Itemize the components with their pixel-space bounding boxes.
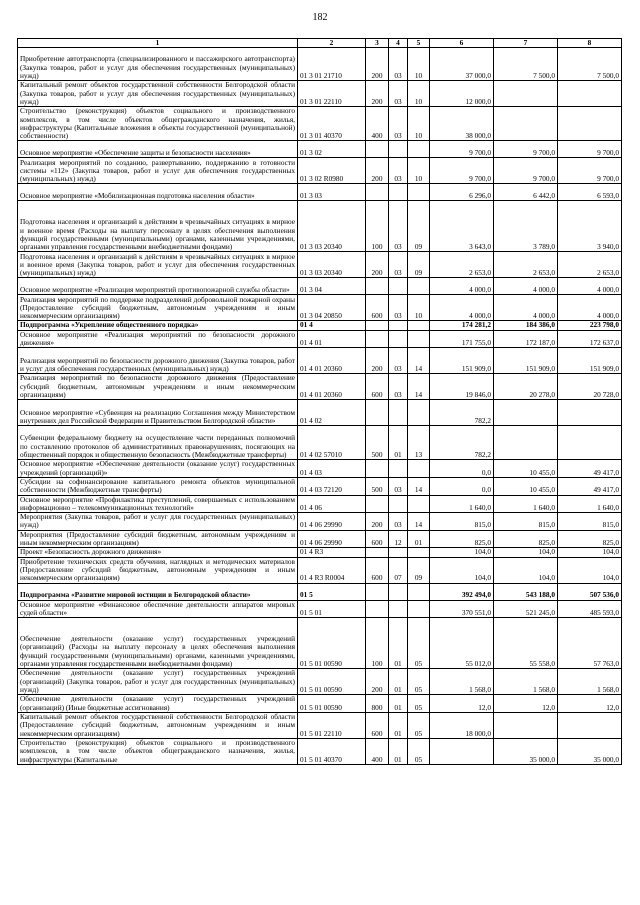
amount-year3-cell: 3 940,0 [558,201,622,252]
expense-type-cell: 600 [366,295,389,321]
amount-year2-cell [494,426,558,460]
table-row [18,330,622,348]
expense-name-cell: Реализация мероприятий по поддержке подразделений добровольной пожарной охраны (Предоставление субсидий бюджетным, автономным учреждениям и иным некоммерческим организациям) [18,295,298,321]
amount-year1-cell: 174 281,2 [430,321,494,330]
subsection-cell: 09 [408,252,430,278]
amount-year3-cell: 4 000,0 [558,295,622,321]
section-cell [389,184,408,201]
amount-year1-cell: 9 700,0 [430,141,494,158]
table-row [18,712,622,738]
target-article-code-cell: 01 3 01 40370 [298,107,366,141]
amount-year2-cell: 9 700,0 [494,141,558,158]
section-cell: 01 [389,426,408,460]
amount-year1-cell: 370 551,0 [430,600,494,618]
subsection-cell: 05 [408,618,430,669]
page-number: 182 [312,12,328,23]
section-cell: 03 [389,374,408,400]
expense-name-cell: Обеспечение деятельности (оказание услуг) государственных учреждений (организаций) (Закупка товаров, работ и услуг для государственных (муниципальных) нужд) [18,669,298,695]
table-row [18,583,622,600]
amount-year1-cell: 37 000,0 [430,48,494,81]
amount-year2-cell: 184 386,0 [494,321,558,330]
table-row [18,426,622,460]
amount-year1-cell: 18 000,0 [430,712,494,738]
expense-type-cell [366,141,389,158]
target-article-code-cell: 01 3 03 20340 [298,252,366,278]
target-article-code-cell: 01 4 01 20360 [298,374,366,400]
target-article-code-cell: 01 5 01 [298,600,366,618]
amount-year2-cell: 104,0 [494,548,558,557]
expense-type-cell: 500 [366,426,389,460]
target-article-code-cell: 01 3 01 22110 [298,81,366,107]
subsection-cell: 09 [408,201,430,252]
amount-year1-cell [430,738,494,764]
amount-year3-cell [558,712,622,738]
target-article-code-cell: 01 4 [298,321,366,330]
amount-year1-cell: 392 494,0 [430,583,494,600]
subsection-cell [408,184,430,201]
amount-year2-cell: 10 455,0 [494,460,558,478]
column-header: 3 [366,39,389,48]
target-article-code-cell: 01 4 06 29990 [298,530,366,548]
subsection-cell: 05 [408,695,430,713]
section-cell: 01 [389,669,408,695]
amount-year2-cell: 151 909,0 [494,348,558,374]
amount-year3-cell [558,107,622,141]
amount-year3-cell: 507 536,0 [558,583,622,600]
table-row [18,278,622,295]
amount-year1-cell: 2 653,0 [430,252,494,278]
amount-year3-cell: 104,0 [558,557,622,583]
amount-year1-cell: 9 700,0 [430,158,494,184]
section-cell [389,400,408,426]
amount-year3-cell: 9 700,0 [558,141,622,158]
target-article-code-cell: 01 3 02 [298,141,366,158]
section-cell [389,548,408,557]
section-cell: 07 [389,557,408,583]
subsection-cell [408,495,430,513]
expense-type-cell: 200 [366,669,389,695]
subsection-cell: 10 [408,158,430,184]
expense-name-cell: Основное мероприятие «Обеспечение деятельности (оказание услуг) государственных учреждений (организаций)» [18,460,298,478]
expense-type-cell: 200 [366,513,389,531]
target-article-code-cell: 01 4 R3 R0004 [298,557,366,583]
amount-year3-cell: 485 593,0 [558,600,622,618]
expense-name-cell: Реализация мероприятий по безопасности дорожного движения (Закупка товаров, работ и услуг для обеспечения государственных (муниципальных) нужд) [18,348,298,374]
amount-year2-cell: 12,0 [494,695,558,713]
target-article-code-cell: 01 5 01 22110 [298,712,366,738]
table-row [18,321,622,330]
amount-year2-cell: 1 640,0 [494,495,558,513]
amount-year3-cell: 49 417,0 [558,477,622,495]
amount-year2-cell: 521 245,0 [494,600,558,618]
subsection-cell [408,321,430,330]
amount-year2-cell: 9 700,0 [494,158,558,184]
section-cell [389,600,408,618]
section-cell [389,495,408,513]
expense-type-cell: 400 [366,107,389,141]
amount-year2-cell: 3 789,0 [494,201,558,252]
amount-year2-cell: 825,0 [494,530,558,548]
table-row [18,513,622,531]
target-article-code-cell: 01 3 04 [298,278,366,295]
expense-type-cell: 500 [366,477,389,495]
amount-year2-cell [494,107,558,141]
expense-name-cell: Основное мероприятие «Профилактика преступлений, совершаемых с использованием информационно – телекоммуникационных технологий» [18,495,298,513]
section-cell: 03 [389,513,408,531]
amount-year3-cell: 151 909,0 [558,348,622,374]
amount-year3-cell: 49 417,0 [558,460,622,478]
section-cell [389,141,408,158]
amount-year1-cell: 171 755,0 [430,330,494,348]
expense-type-cell [366,495,389,513]
amount-year3-cell [558,81,622,107]
amount-year1-cell: 12,0 [430,695,494,713]
target-article-code-cell: 01 3 04 20850 [298,295,366,321]
target-article-code-cell: 01 5 [298,583,366,600]
section-cell: 01 [389,738,408,764]
target-article-code-cell: 01 4 06 [298,495,366,513]
amount-year3-cell: 1 640,0 [558,495,622,513]
expense-name-cell: Капитальный ремонт объектов государственной собственности Белгородской области (Предоставление субсидий бюджетным, автономным учреждениям и иным некоммерческим организациям) [18,712,298,738]
amount-year2-cell: 1 568,0 [494,669,558,695]
expense-name-cell: Основное мероприятие «Реализация мероприятий по безопасности дорожного движения» [18,330,298,348]
expense-name-cell: Мероприятия (Закупка товаров, работ и услуг для государственных (муниципальных) нужд) [18,513,298,531]
expense-name-cell: Мероприятия (Предоставление субсидий бюджетным, автономным учреждениям и иным некоммерческим организациям) [18,530,298,548]
amount-year1-cell: 1 568,0 [430,669,494,695]
amount-year3-cell: 9 700,0 [558,158,622,184]
expense-type-cell: 200 [366,48,389,81]
expense-name-cell: Обеспечение деятельности (оказание услуг) государственных учреждений (организаций) (Иные бюджетные ассигнования) [18,695,298,713]
amount-year3-cell [558,400,622,426]
section-cell [389,321,408,330]
table-row [18,600,622,618]
subsection-cell: 05 [408,712,430,738]
subsection-cell: 13 [408,426,430,460]
amount-year3-cell: 12,0 [558,695,622,713]
amount-year1-cell: 6 296,0 [430,184,494,201]
amount-year3-cell: 2 653,0 [558,252,622,278]
amount-year3-cell: 6 593,0 [558,184,622,201]
expense-name-cell: Подготовка населения и организаций к действиям в чрезвычайных ситуациях в мирное и военное время (Закупка товаров, работ и услуг для обеспечения государственных (муниципальных) нужд) [18,252,298,278]
section-cell [389,278,408,295]
target-article-code-cell: 01 4 01 [298,330,366,348]
amount-year1-cell: 104,0 [430,548,494,557]
column-header: 2 [298,39,366,48]
expense-name-cell: Подготовка населения и организаций к действиям в чрезвычайных ситуациях в мирное и военное время (Расходы на выплату персоналу в целях обеспечения выполнения функций государственными (муниципальными) органами, казенными учреждениями, органами управления государственными внебюджетными фондами) [18,201,298,252]
expense-type-cell: 200 [366,158,389,184]
expense-name-cell: Строительство (реконструкция) объектов социального и производственного комплексов, в том числе объектов общегражданского назначения, жилья, инфраструктуры (Капитальные вложения в объекты государственной (муниципальной) собственности) [18,107,298,141]
expense-type-cell [366,400,389,426]
amount-year1-cell: 4 000,0 [430,278,494,295]
amount-year2-cell [494,81,558,107]
subsection-cell: 14 [408,374,430,400]
expense-type-cell [366,600,389,618]
table-row [18,530,622,548]
amount-year3-cell: 172 637,0 [558,330,622,348]
amount-year2-cell [494,400,558,426]
table-row [18,158,622,184]
section-cell: 03 [389,295,408,321]
expense-name-cell: Подпрограмма «Укрепление общественного порядка» [18,321,298,330]
subsection-cell [408,278,430,295]
expense-type-cell: 800 [366,695,389,713]
table-row [18,184,622,201]
expense-name-cell: Капитальный ремонт объектов государственной собственности Белгородской области (Закупка товаров, работ и услуг для обеспечения государственных (муниципальных) нужд) [18,81,298,107]
table-row [18,252,622,278]
amount-year2-cell: 2 653,0 [494,252,558,278]
table-row [18,557,622,583]
table-row [18,201,622,252]
amount-year2-cell: 55 558,0 [494,618,558,669]
section-cell: 01 [389,712,408,738]
amount-year3-cell: 825,0 [558,530,622,548]
table-row [18,400,622,426]
amount-year1-cell: 0,0 [430,477,494,495]
table-row [18,48,622,81]
amount-year1-cell: 1 640,0 [430,495,494,513]
amount-year3-cell: 104,0 [558,548,622,557]
column-header: 8 [558,39,622,48]
expense-type-cell: 600 [366,712,389,738]
table-row [18,618,622,669]
expense-type-cell: 100 [366,201,389,252]
expense-type-cell: 200 [366,252,389,278]
expense-name-cell: Субвенции федеральному бюджету на осуществление части переданных полномочий по составлению протоколов об административных правонарушениях, посягающих на общественный порядок и общественную безопасность (Межбюджетные трансферты) [18,426,298,460]
expense-type-cell: 400 [366,738,389,764]
section-cell [389,330,408,348]
table-row [18,141,622,158]
table-row [18,669,622,695]
section-cell: 03 [389,252,408,278]
expense-type-cell [366,278,389,295]
expense-type-cell [366,583,389,600]
amount-year2-cell: 6 442,0 [494,184,558,201]
amount-year2-cell: 543 188,0 [494,583,558,600]
expense-type-cell [366,548,389,557]
amount-year1-cell: 151 909,0 [430,348,494,374]
table-row [18,374,622,400]
amount-year2-cell [494,712,558,738]
expense-name-cell: Обеспечение деятельности (оказание услуг) государственных учреждений (организаций) (Расходы на выплату персоналу в целях обеспечения выполнения функций государственными (муниципальными) органами, казенными учреждениями, органами управления государственными внебюджетными фондами) [18,618,298,669]
amount-year2-cell: 4 000,0 [494,295,558,321]
table-row [18,548,622,557]
expense-name-cell: Строительство (реконструкция) объектов социального и производственного комплексов, в том числе объектов общегражданского назначения, жилья, инфраструктуры (Капитальные [18,738,298,764]
amount-year2-cell: 172 187,0 [494,330,558,348]
expense-name-cell: Основное мероприятие «Обеспечение защиты и безопасности населения» [18,141,298,158]
section-cell [389,583,408,600]
target-article-code-cell: 01 3 03 20340 [298,201,366,252]
table-row [18,695,622,713]
expense-name-cell: Реализация мероприятий по безопасности дорожного движения (Предоставление субсидий бюджетным, автономным учреждениям и иным некоммерческим организациям) [18,374,298,400]
target-article-code-cell: 01 3 02 R0980 [298,158,366,184]
expense-type-cell: 600 [366,374,389,400]
subsection-cell: 14 [408,513,430,531]
expense-type-cell: 600 [366,530,389,548]
subsection-cell [408,548,430,557]
subsection-cell: 10 [408,295,430,321]
subsection-cell [408,141,430,158]
amount-year3-cell: 35 000,0 [558,738,622,764]
budget-table [17,38,622,765]
expense-type-cell: 200 [366,348,389,374]
section-cell: 03 [389,158,408,184]
expense-name-cell: Приобретение автотранспорта (специализированного и пассажирского автотранспорта) (Закупка товаров, работ и услуг для обеспечения государственных (муниципальных) нужд) [18,48,298,81]
column-header: 7 [494,39,558,48]
target-article-code-cell: 01 5 01 00590 [298,669,366,695]
subsection-cell: 09 [408,557,430,583]
target-article-code-cell: 01 4 03 [298,460,366,478]
table-row [18,348,622,374]
target-article-code-cell: 01 4 01 20360 [298,348,366,374]
target-article-code-cell: 01 3 03 [298,184,366,201]
amount-year1-cell: 0,0 [430,460,494,478]
amount-year1-cell: 815,0 [430,513,494,531]
target-article-code-cell: 01 4 03 72120 [298,477,366,495]
amount-year3-cell: 57 763,0 [558,618,622,669]
expense-name-cell: Субсидии на софинансирование капитального ремонта объектов муниципальной собственности (Межбюджетные трансферты) [18,477,298,495]
amount-year1-cell: 4 000,0 [430,295,494,321]
table-header-row [18,39,622,48]
expense-type-cell: 100 [366,618,389,669]
column-header: 6 [430,39,494,48]
amount-year1-cell: 38 000,0 [430,107,494,141]
amount-year2-cell: 815,0 [494,513,558,531]
table-row [18,107,622,141]
expense-type-cell: 600 [366,557,389,583]
expense-type-cell [366,184,389,201]
section-cell: 03 [389,201,408,252]
expense-name-cell: Проект «Безопасность дорожного движения» [18,548,298,557]
subsection-cell: 05 [408,738,430,764]
section-cell: 03 [389,48,408,81]
amount-year2-cell: 7 500,0 [494,48,558,81]
amount-year2-cell: 35 000,0 [494,738,558,764]
expense-type-cell: 200 [366,81,389,107]
amount-year3-cell: 4 000,0 [558,278,622,295]
amount-year1-cell: 825,0 [430,530,494,548]
target-article-code-cell: 01 3 01 21710 [298,48,366,81]
amount-year2-cell: 10 455,0 [494,477,558,495]
expense-name-cell: Основное мероприятие «Мобилизационная подготовка населения области» [18,184,298,201]
expense-name-cell: Основное мероприятие «Финансовое обеспечение деятельности аппаратов мировых судей области» [18,600,298,618]
table-row [18,295,622,321]
amount-year1-cell: 55 012,0 [430,618,494,669]
subsection-cell [408,600,430,618]
expense-name-cell: Приобретение технических средств обучения, наглядных и методических материалов (Предоставление субсидий бюджетным, автономным учреждениям и иным некоммерческим организациям) [18,557,298,583]
table-row [18,477,622,495]
amount-year3-cell: 20 728,0 [558,374,622,400]
section-cell: 03 [389,348,408,374]
amount-year1-cell: 104,0 [430,557,494,583]
section-cell [389,460,408,478]
subsection-cell [408,583,430,600]
target-article-code-cell: 01 5 01 00590 [298,695,366,713]
target-article-code-cell: 01 4 02 [298,400,366,426]
amount-year3-cell: 815,0 [558,513,622,531]
table-row [18,81,622,107]
section-cell: 01 [389,618,408,669]
table-row [18,495,622,513]
section-cell: 03 [389,477,408,495]
subsection-cell [408,460,430,478]
amount-year2-cell: 20 278,0 [494,374,558,400]
expense-name-cell: Подпрограмма «Развитие мировой юстиции в Белгородской области» [18,583,298,600]
amount-year1-cell: 3 643,0 [430,201,494,252]
subsection-cell: 14 [408,348,430,374]
column-header: 5 [408,39,430,48]
amount-year1-cell: 12 000,0 [430,81,494,107]
section-cell: 03 [389,81,408,107]
section-cell: 12 [389,530,408,548]
table-row [18,460,622,478]
expense-type-cell [366,330,389,348]
column-header: 1 [18,39,298,48]
column-header: 4 [389,39,408,48]
amount-year1-cell: 19 846,0 [430,374,494,400]
subsection-cell: 05 [408,669,430,695]
amount-year1-cell: 782,2 [430,400,494,426]
target-article-code-cell: 01 4 02 57010 [298,426,366,460]
expense-type-cell [366,321,389,330]
amount-year2-cell: 4 000,0 [494,278,558,295]
subsection-cell: 14 [408,477,430,495]
target-article-code-cell: 01 4 06 29990 [298,513,366,531]
amount-year3-cell: 223 798,0 [558,321,622,330]
section-cell: 01 [389,695,408,713]
target-article-code-cell: 01 4 R3 [298,548,366,557]
subsection-cell: 10 [408,81,430,107]
subsection-cell: 01 [408,530,430,548]
amount-year3-cell: 1 568,0 [558,669,622,695]
amount-year2-cell: 104,0 [494,557,558,583]
target-article-code-cell: 01 5 01 40370 [298,738,366,764]
section-cell: 03 [389,107,408,141]
expense-name-cell: Основное мероприятие «Реализация мероприятий противопожарной службы области» [18,278,298,295]
amount-year3-cell [558,426,622,460]
subsection-cell: 10 [408,48,430,81]
amount-year1-cell: 782,2 [430,426,494,460]
subsection-cell [408,400,430,426]
subsection-cell: 10 [408,107,430,141]
target-article-code-cell: 01 5 01 00590 [298,618,366,669]
expense-name-cell: Основное мероприятие «Субвенция на реализацию Соглашения между Министерством внутренних дел Российской Федерации и Правительством Белгородской области» [18,400,298,426]
amount-year3-cell: 7 500,0 [558,48,622,81]
expense-name-cell: Реализация мероприятий по созданию, развертыванию, поддержанию в готовности системы «112» (Закупка товаров, работ и услуг для обеспечения государственных (муниципальных) нужд) [18,158,298,184]
subsection-cell [408,330,430,348]
table-row [18,738,622,764]
expense-type-cell [366,460,389,478]
